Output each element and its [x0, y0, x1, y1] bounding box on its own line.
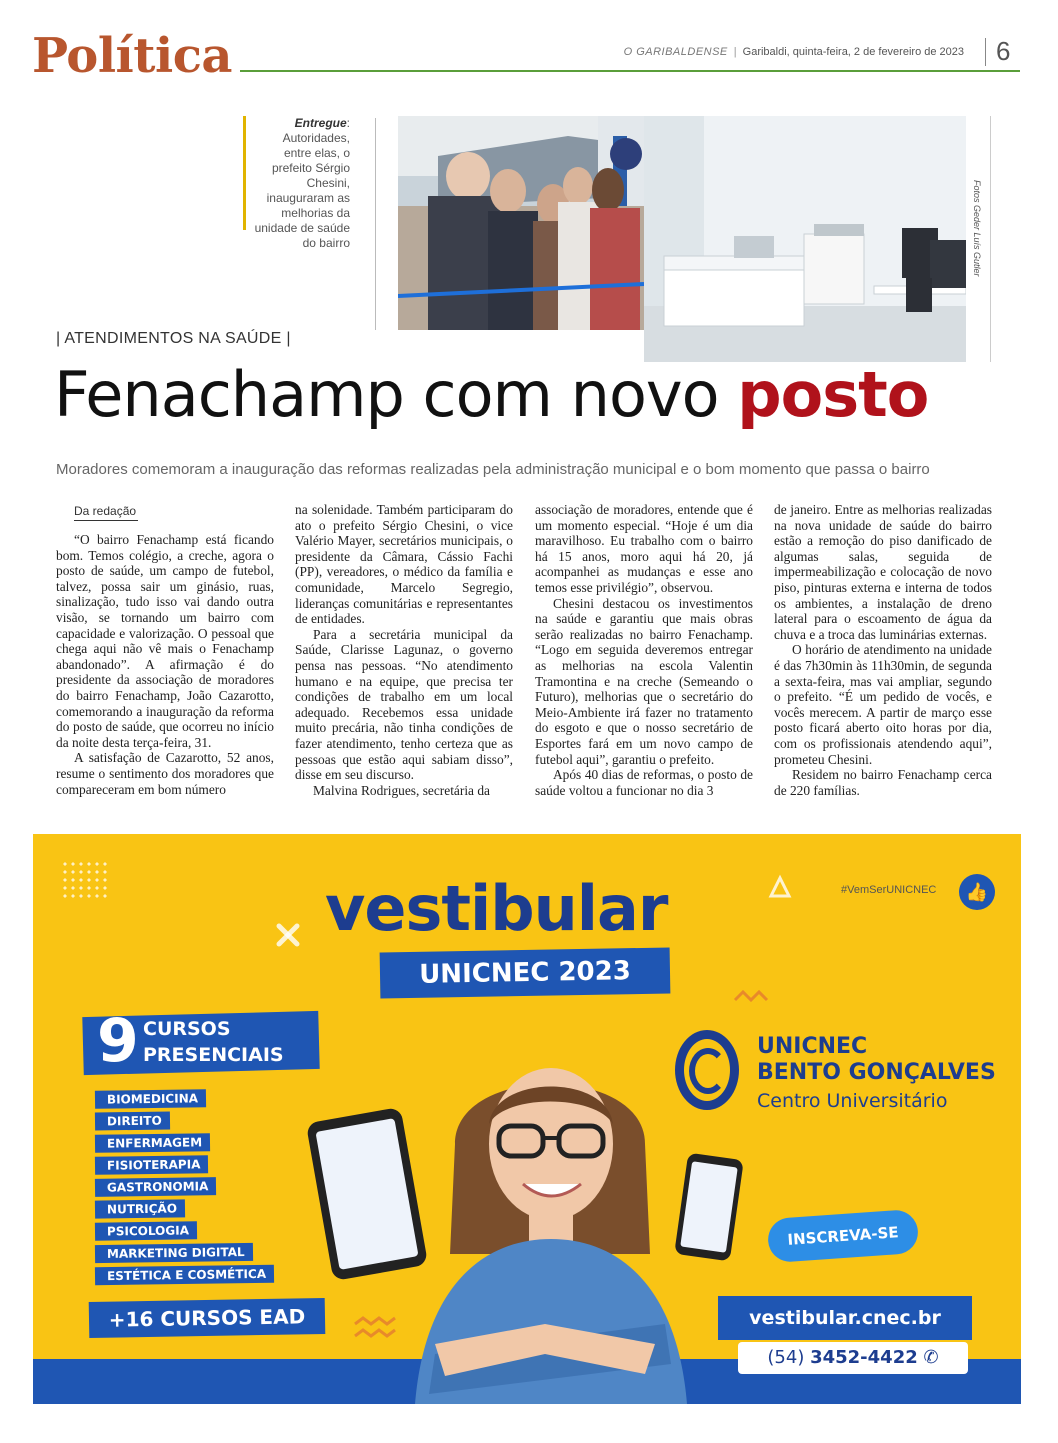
ad-ead-badge: +16 CURSOS EAD [89, 1298, 326, 1338]
thumbs-up-icon: 👍 [959, 874, 995, 910]
ad-course-item: FISIOTERAPIA [95, 1155, 209, 1175]
inscreva-se-button[interactable]: INSCREVA-SE [767, 1209, 920, 1263]
article-column-1 [56, 532, 274, 797]
publication-name: O GARIBALDENSE [623, 46, 728, 58]
paragraph: Malvina Rodrigues, secretária da [313, 782, 490, 798]
ad-course-item: NUTRIÇÃO [95, 1199, 185, 1218]
caption-lead: Entregue [294, 116, 347, 130]
ad-brand-name [757, 1034, 996, 1086]
unicnec-logo-inner-icon [689, 1048, 727, 1094]
ad-courses-line-1: CURSOS [143, 1018, 231, 1040]
ad-course-item: ENFERMAGEM [95, 1133, 210, 1153]
paragraph: na solenidade. Também participaram do ato o prefeito Sérgio Chesini, o vice Valério Mayer, secretários municipais, o presidente da Câmara, Cássio Fachi (PP), vereadores, o médico da família e comunidade, Marcelo Segregio, lideranças comunitárias e representantes de entidades. [295, 502, 513, 627]
ad-title: vestibular [325, 872, 668, 945]
tablet-screen [315, 1118, 418, 1270]
ribbon-cutting-illustration [398, 116, 644, 330]
photo-credit: Fotos Geder Luís Gutler [972, 180, 982, 277]
ad-phone-number: 3452-4422 [810, 1347, 918, 1368]
ad-courses-line-2: PRESENCIAIS [143, 1044, 284, 1066]
ad-course-list [95, 1090, 274, 1288]
ad-course-item: BIOMEDICINA [95, 1089, 206, 1109]
unicnec-advertisement[interactable] [33, 834, 1021, 1404]
ad-nine: 9 [97, 1006, 139, 1076]
ribbon-cutting-photo [398, 116, 644, 330]
kicker: | ATENDIMENTOS NA SAÚDE | [56, 330, 291, 347]
cross-decoration-icon [273, 920, 303, 950]
paragraph: Residem no bairro Fenachamp cerca de 220 famílias. [774, 767, 992, 798]
ad-brand-line-2: BENTO GONÇALVES [757, 1060, 996, 1085]
caption-text: : Autoridades, entre elas, o prefeito Sérgio Chesini, inauguraram as melhorias da unidade de saúde do bairro [254, 116, 350, 250]
paragraph: “O bairro Fenachamp está ficando bom. Temos colégio, a creche, agora o posto de saúde, um campo de futebol, talvez, possa sair um ginásio, ruas, sinalização, tudo isso vai dando outra visão, se tornando um bairro com capacidade e valorização. O pessoal que chega aqui não vê mais o Fenachamp abandonado”. A afirmação é do presidente da associação de moradores do bairro Fenachamp, João Cazarotto, comemorando a inauguração da reforma do posto de saúde, que ocorreu no início da noite desta terça-feira, 31. [56, 532, 274, 750]
ad-course-item: GASTRONOMIA [95, 1177, 217, 1197]
header-meta [624, 46, 964, 58]
smartphone-screen [680, 1161, 738, 1253]
ad-course-item: MARKETING DIGITAL [95, 1243, 253, 1263]
page-number: 6 [996, 36, 1011, 66]
student-illustration [395, 1024, 707, 1404]
paragraph: A satisfação de Cazarotto, 52 anos, resume o sentimento dos moradores que compareceram em bom número [56, 750, 274, 797]
ad-course-item: ESTÉTICA E COSMÉTICA [95, 1265, 274, 1285]
dateline: Garibaldi, quinta-feira, 2 de fevereiro de 2023 [742, 46, 964, 58]
subheadline: Moradores comemoram a inauguração das reformas realizadas pela administração municipal e o bom momento que passa o bairro [56, 461, 930, 478]
ad-course-item: PSICOLOGIA [95, 1221, 197, 1240]
paragraph: de janeiro. Entre as melhorias realizadas na nova unidade de saúde do bairro estão a remoção do piso danificado de algumas salas, seguida de impermeabilização e colocação de novo piso, pinturas externa e interna de todos os ambientes, a instalação de dreno lateral para o escoamento de água da chuva e a troca das luminárias externas. [774, 502, 992, 642]
header-separator: | [733, 46, 737, 58]
paragraph: Para a secretária municipal da Saúde, Clarisse Lagunaz, o governo pensa nas pessoas. “No atendimento humano e na equipe, que precisa ter condições de trabalho em um local adequado. Recebemos essa unidade muito precária, não tinha condições de fazer atendimento, tenho certeza que as pessoas que estão aqui sabiam disso”, disse em seu discurso. [295, 626, 513, 783]
wave-decoration-icon [733, 986, 773, 1006]
paragraph: O horário de atendimento na unidade é das 7h30min às 11h30min, de segunda a sexta-feira, mas vai ampliar, segundo o prefeito. “É um pedido de vocês, e vocês merecem. A partir de março esse posto ficará aberto oito horas por dia, com os profissionais atendendo aqui”, prometeu Chesini. [774, 642, 992, 767]
clinic-room-illustration [644, 116, 966, 362]
dot-pattern-decoration [61, 860, 107, 902]
photo-frame-line [375, 118, 376, 330]
zigzag-decoration-icon [353, 1314, 397, 1344]
photo-side-line [990, 116, 991, 362]
headline-main: Fenachamp com novo [54, 358, 738, 431]
page-number-separator [985, 38, 986, 66]
byline: Da redação [74, 504, 137, 518]
paragraph: associação de moradores, entende que é um momento especial. “Hoje é um dia maravilhoso. Eu trabalho com o bairro há 15 anos, moro aqui há 20, já acompanhei as mudanças e esse ano temos esse privilégio”, observou. [535, 502, 753, 595]
ad-course-item: DIREITO [95, 1111, 170, 1130]
byline-rule [74, 520, 138, 521]
whatsapp-icon: ✆ [923, 1347, 939, 1368]
article-column-4 [774, 502, 992, 798]
paragraph: Após 40 dias de reformas, o posto de saúde voltou a funcionar no dia 3 [535, 767, 753, 798]
photo-caption [252, 116, 350, 251]
ad-brand-line-1: UNICNEC [757, 1034, 868, 1059]
ad-badge: UNICNEC 2023 [380, 947, 671, 998]
ad-phone[interactable] [738, 1342, 968, 1374]
ad-courses-heading [143, 1016, 284, 1068]
section-title: Política [32, 28, 233, 84]
ad-hashtag: #VemSerUNICNEC [841, 884, 937, 896]
paragraph: Chesini destacou os investimentos na saúde e garantiu que mais obras serão realizadas no bairro Fenachamp. “Logo em seguida deveremos entregar as melhorias na escola Valentin Tramontina e na creche (Semeando o Futuro), melhorias que o secretário do Meio-Ambiente irá fazer no tratamento do esgoto e que o nosso secretário de Esportes fará em um novo campo de futebol aqui”, garantiu o prefeito. [535, 595, 753, 767]
header-rule [240, 70, 1020, 72]
article-column-3 [535, 502, 753, 798]
headline-accent: posto [737, 358, 929, 431]
ad-url-link[interactable]: vestibular.cnec.br [718, 1296, 972, 1340]
clinic-room-photo [644, 116, 966, 362]
headline [54, 358, 928, 431]
caption-bar [243, 116, 246, 230]
triangle-decoration-icon [767, 874, 793, 900]
ad-phone-prefix: (54) [767, 1347, 811, 1368]
ad-brand-subtitle: Centro Universitário [757, 1090, 948, 1112]
article-column-2 [295, 502, 513, 798]
